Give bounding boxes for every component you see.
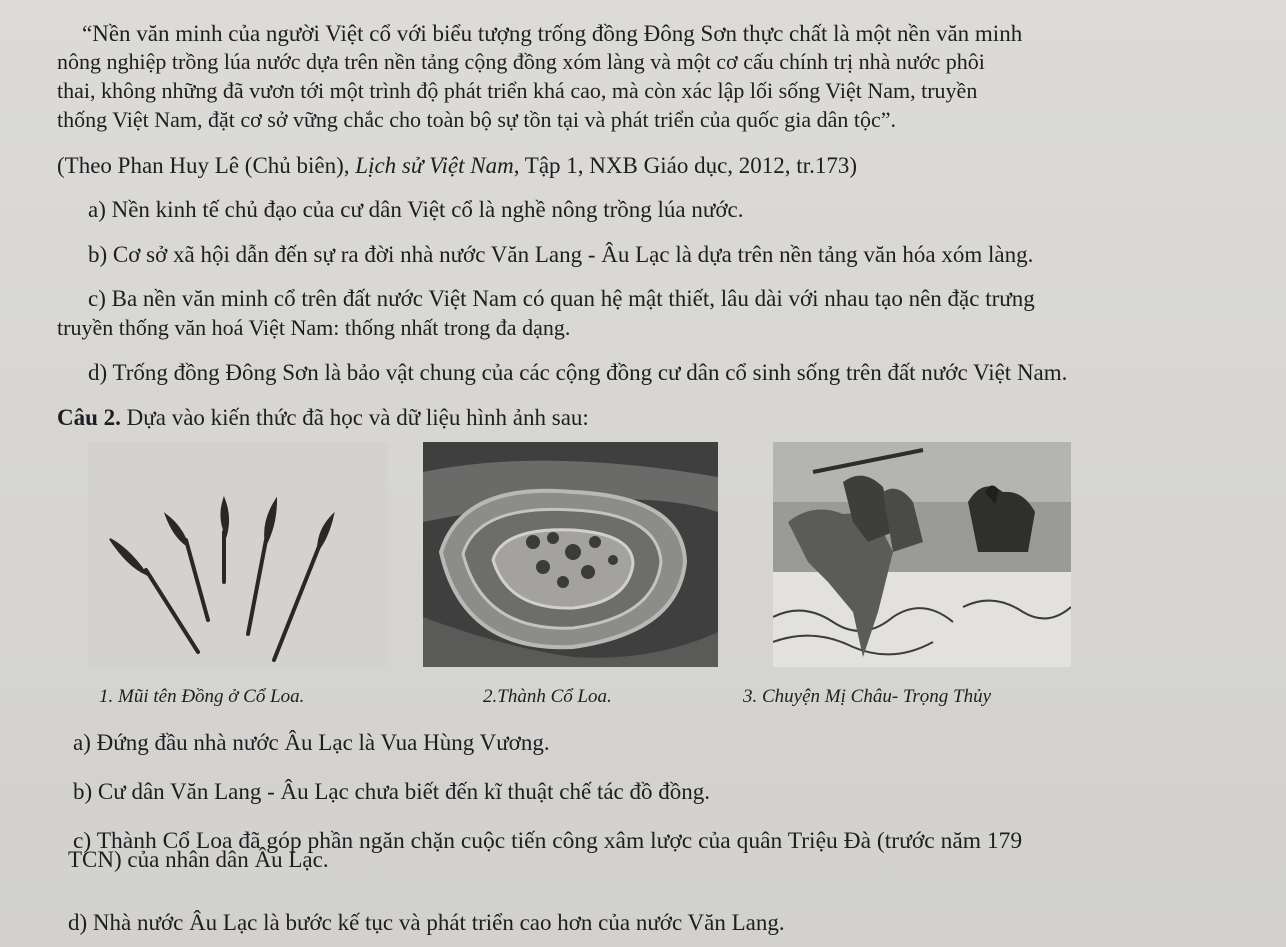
source-citation <box>57 152 857 179</box>
figure-arrowheads <box>88 442 388 667</box>
q1-statement-b: b) Cơ sở xã hội dẫn đến sự ra đời nhà nước Văn Lang - Âu Lạc là dựa trên nền tảng văn hóa xóm làng. <box>88 242 1034 267</box>
figure-my-chau-trong-thuy <box>773 442 1071 667</box>
figure-1-caption: 1. Mũi tên Đồng ở Cổ Loa. <box>99 686 305 707</box>
q2-prompt <box>57 404 589 431</box>
quote-line-3: thai, không những đã vươn tới một trình độ phát triển khá cao, mà còn xác lập lối sống Việt Nam, truyền <box>57 78 978 103</box>
q2-statement-b: b) Cư dân Văn Lang - Âu Lạc chưa biết đến kĩ thuật chế tác đồ đồng. <box>73 779 711 804</box>
q1-statement-c-line-2: truyền thống văn hoá Việt Nam: thống nhất trong đa dạng. <box>57 315 571 340</box>
figure-co-loa-citadel <box>423 442 718 667</box>
q2-statement-a: a) Đứng đầu nhà nước Âu Lạc là Vua Hùng Vương. <box>73 730 550 755</box>
q2-statement-c-line-2: TCN) của nhân dân Âu Lạc. <box>68 847 329 872</box>
q2-prompt-text: Dựa vào kiến thức đã học và dữ liệu hình ảnh sau: <box>120 405 589 430</box>
figure-2-caption: 2.Thành Cổ Loa. <box>483 686 612 707</box>
quote-line-1: “Nền văn minh của người Việt cổ với biểu tượng trống đồng Đông Sơn thực chất là một nền văn minh <box>82 21 1023 46</box>
q1-statement-a: a) Nền kinh tế chủ đạo của cư dân Việt cổ là nghề nông trồng lúa nước. <box>88 197 744 222</box>
source-prefix: (Theo Phan Huy Lê (Chủ biên), <box>57 153 356 178</box>
source-suffix: , Tập 1, NXB Giáo dục, 2012, tr.173) <box>513 153 857 178</box>
figure-3-caption: 3. Chuyện Mị Châu- Trọng Thủy <box>743 686 992 707</box>
q2-label: Câu 2. <box>57 405 121 430</box>
quote-line-2: nông nghiệp trồng lúa nước dựa trên nền tảng cộng đồng xóm làng và một cơ cấu chính trị nhà nước phôi <box>57 49 985 74</box>
quote-line-4: thống Việt Nam, đặt cơ sở vững chắc cho toàn bộ sự tồn tại và phát triển của quốc gia dân tộc”. <box>57 107 896 132</box>
q1-statement-c-line-1: c) Ba nền văn minh cổ trên đất nước Việt Nam có quan hệ mật thiết, lâu dài với nhau tạo nên đặc trưng <box>88 286 1035 311</box>
q1-statement-d: d) Trống đồng Đông Sơn là bảo vật chung của các cộng đồng cư dân cổ sinh sống trên đất nước Việt Nam. <box>88 360 1068 385</box>
q2-statement-c-line-1: c) Thành Cổ Loa đã góp phần ngăn chặn cuộc tiến công xâm lược của quân Triệu Đà (trước năm 179 <box>73 828 1023 854</box>
source-book-title: Lịch sử Việt Nam <box>355 153 514 178</box>
q2-statement-d: d) Nhà nước Âu Lạc là bước kế tục và phát triển cao hơn của nước Văn Lang. <box>68 910 785 935</box>
